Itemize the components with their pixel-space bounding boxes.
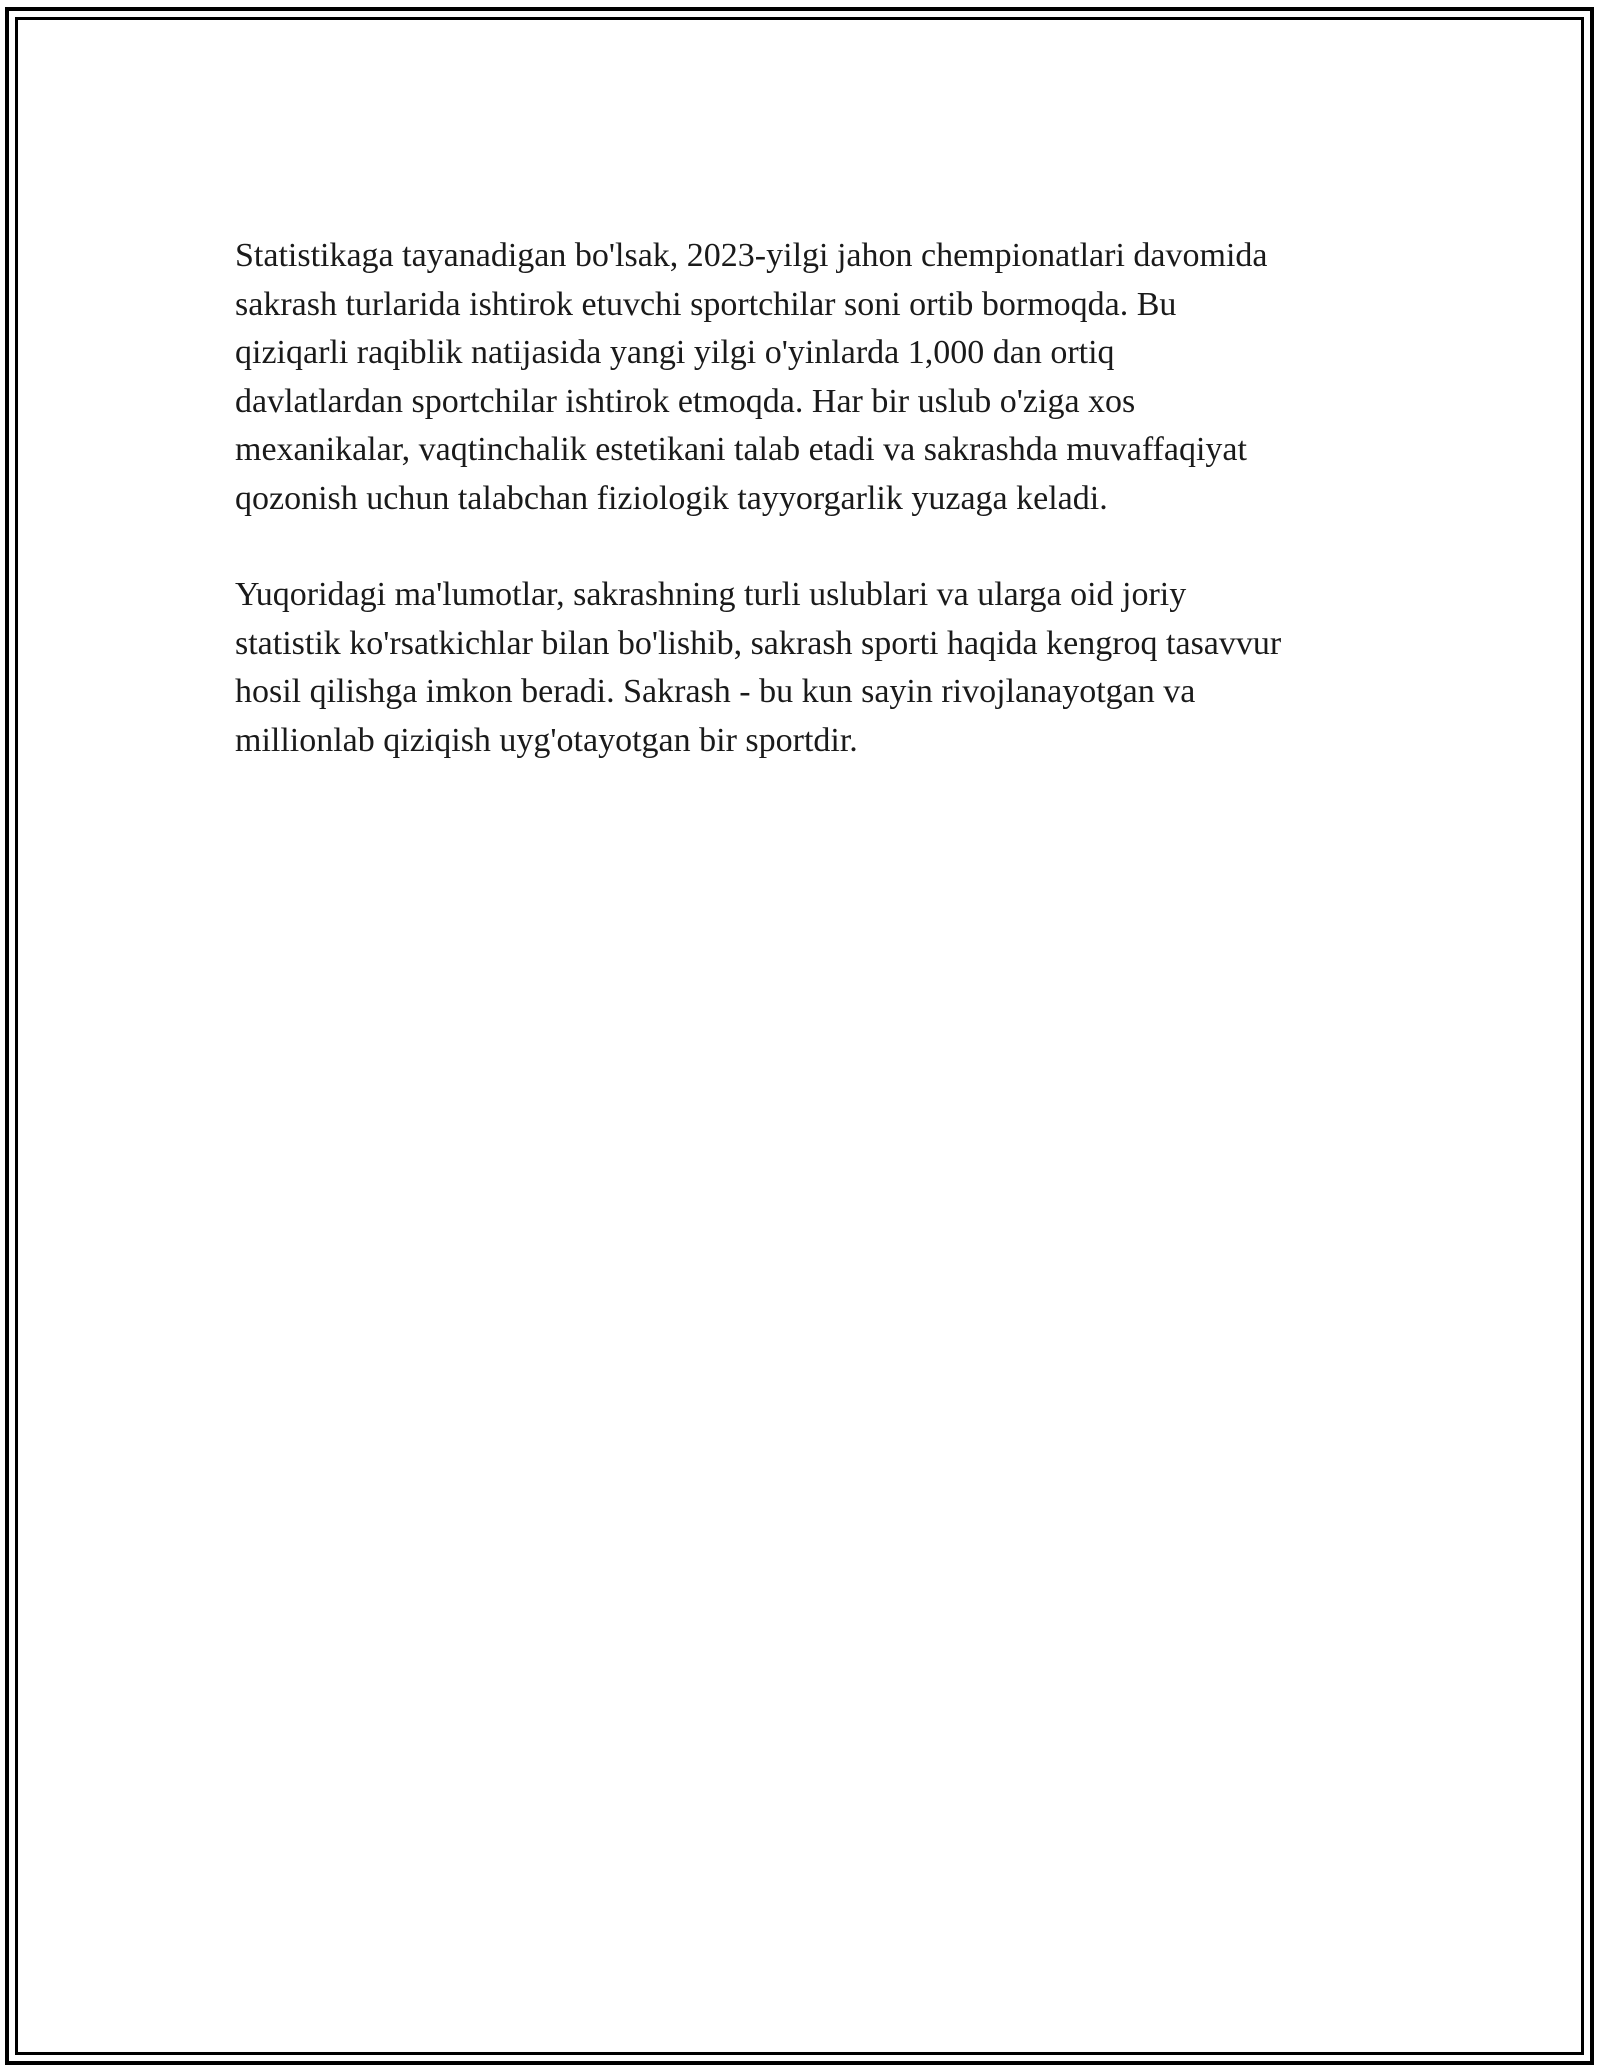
paragraph-2: Yuqoridagi ma'lumotlar, sakrashning turli uslublari va ularga oid joriy statistik ko'rsatkichlar bilan bo'lishib, sakrash sporti haqida kengroq tasavvur hosil qilishga imkon beradi. Sakrash - bu kun sayin rivojlanayotgan va millionlab qiziqish uyg'otayotgan bir sportdir. bbox=[235, 576, 1282, 759]
document-body bbox=[235, 232, 1375, 813]
paragraph-1: Statistikaga tayanadigan bo'lsak, 2023-yilgi jahon chempionatlari davomida sakrash turlarida ishtirok etuvchi sportchilar soni ortib bormoqda. Bu qiziqarli raqiblik natijasida yangi yilgi o'yinlarda 1,000 dan ortiq davlatlardan sportchilar ishtirok etmoqda. Har bir uslub o'ziga xos mexanikalar, vaqtinchalik estetikani talab etadi va sakrashda muvaffaqiyat qozonish uchun talabchan fiziologik tayyorgarlik yuzaga keladi. bbox=[235, 237, 1268, 517]
